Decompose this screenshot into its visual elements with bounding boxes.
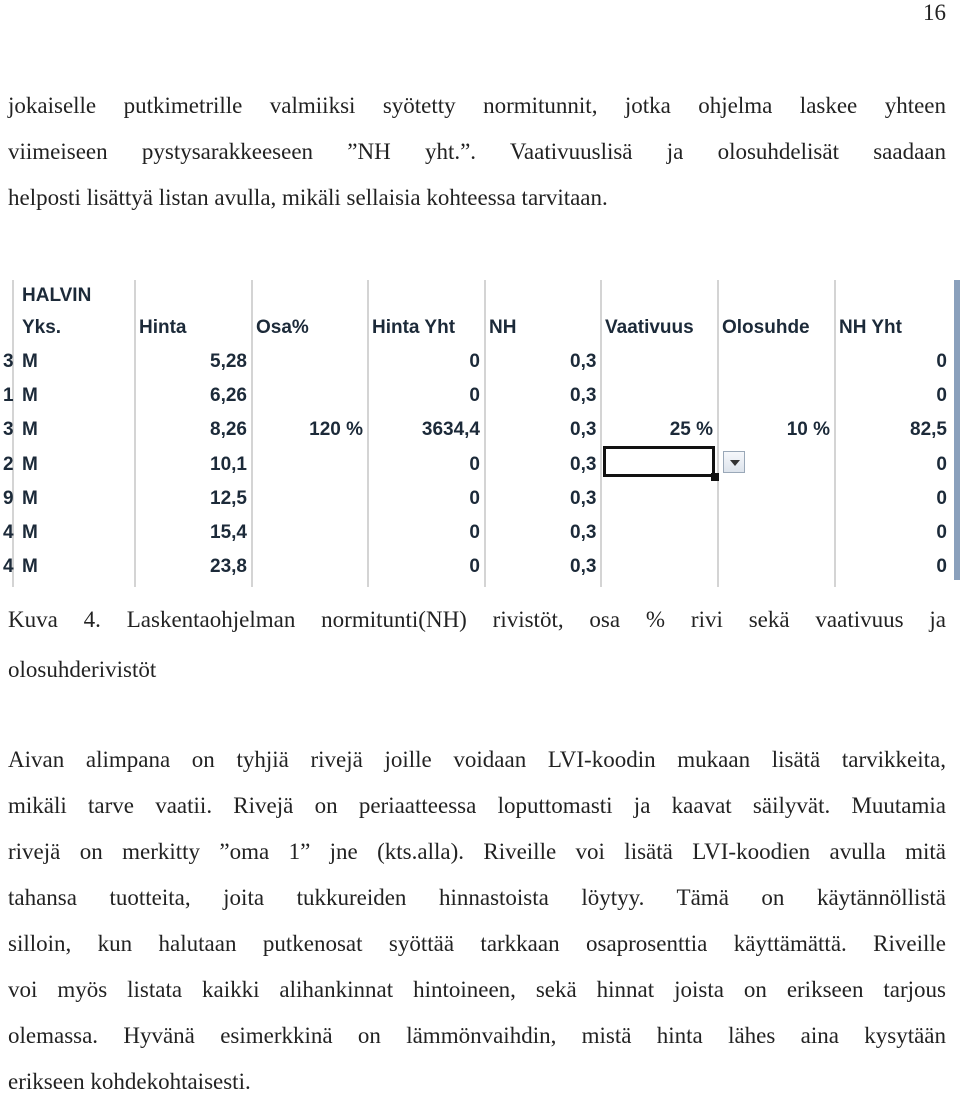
- table-cell[interactable]: 15,4: [210, 522, 247, 543]
- table-cell[interactable]: 10 %: [786, 419, 830, 441]
- table-cell[interactable]: 5,28: [210, 351, 247, 372]
- text-line: erikseen kohdekohtaisesti.: [8, 1069, 251, 1094]
- header-hinta-yht: Hinta Yht: [372, 317, 456, 338]
- row-stub: 4: [3, 522, 14, 543]
- text-line: helposti lisättyä listan avulla, mikäli sellaisia kohteessa tarvitaan.: [8, 185, 608, 210]
- text-line: mikäli tarve vaatii. Rivejä on periaatteessa loputtomasti ja kaavat säilyvät. Muutamia: [8, 793, 946, 818]
- row-stub: 3: [3, 351, 14, 372]
- row-stub: 2: [3, 453, 14, 475]
- body-paragraph: [8, 737, 946, 1105]
- table-cell[interactable]: 0,3: [570, 453, 597, 475]
- table-cell[interactable]: 0: [936, 385, 947, 407]
- text-line: viimeiseen pystysarakkeeseen ”NH yht.”. Vaativuuslisä ja olosuhdelisät saadaan: [8, 139, 946, 164]
- column-divider: [600, 280, 602, 587]
- table-cell[interactable]: 12,5: [210, 487, 247, 509]
- text-line: jokaiselle putkimetrille valmiiksi syötetty normitunnit, jotka ohjelma laskee yhteen: [8, 93, 946, 118]
- column-divider: [484, 280, 486, 587]
- table-cell[interactable]: M: [22, 556, 38, 578]
- table-cell[interactable]: M: [22, 453, 38, 475]
- table-cell[interactable]: 0: [936, 487, 947, 509]
- page-number: 16: [923, 0, 946, 25]
- caption-line: Kuva 4. Laskentaohjelman normitunti(NH) rivistöt, osa % rivi sekä vaativuus ja: [8, 607, 946, 632]
- selected-cell[interactable]: [603, 446, 715, 477]
- table-cell[interactable]: 0: [936, 556, 947, 578]
- table-cell[interactable]: 0: [469, 487, 480, 509]
- table-cell[interactable]: 0,3: [570, 385, 597, 407]
- table-cell[interactable]: 82,5: [910, 419, 947, 441]
- table-cell[interactable]: 0: [936, 351, 947, 372]
- sheet-title: HALVIN: [22, 285, 92, 306]
- dropdown-arrow-button[interactable]: [723, 451, 745, 473]
- row-stub: 3: [3, 419, 14, 441]
- table-cell[interactable]: 0: [936, 522, 947, 543]
- table-cell[interactable]: 8,26: [210, 419, 247, 441]
- spreadsheet-screenshot: [0, 280, 960, 587]
- header-vaativuus: Vaativuus: [605, 317, 694, 338]
- table-cell[interactable]: 120 %: [309, 419, 363, 441]
- table-cell[interactable]: 0,3: [570, 522, 597, 543]
- row-stub: 9: [3, 487, 14, 509]
- table-cell[interactable]: 0: [469, 385, 480, 407]
- header-nh: NH: [489, 317, 517, 338]
- text-line: silloin, kun halutaan putkenosat syöttää tarkkaan osaprosenttia käyttämättä. Riveille: [8, 931, 946, 956]
- text-line: rivejä on merkitty ”oma 1” jne (kts.alla). Riveille voi lisätä LVI-koodien avulla mitä: [8, 839, 946, 864]
- table-cell[interactable]: 3634,4: [421, 419, 480, 441]
- column-divider: [251, 280, 253, 587]
- header-osa: Osa%: [256, 317, 309, 338]
- figure-caption: [8, 595, 946, 695]
- table-cell[interactable]: M: [22, 385, 38, 407]
- table-cell[interactable]: M: [22, 419, 38, 441]
- table-cell[interactable]: 0,3: [570, 556, 597, 578]
- column-divider: [367, 280, 369, 587]
- table-cell[interactable]: 0: [469, 556, 480, 578]
- header-yks: Yks.: [22, 317, 62, 338]
- text-line: olemassa. Hyvänä esimerkkinä on lämmönvaihdin, mistä hinta lähes aina kysytään: [8, 1023, 946, 1048]
- column-divider: [717, 280, 719, 587]
- table-cell[interactable]: 6,26: [210, 385, 247, 407]
- table-cell[interactable]: 0,3: [570, 419, 597, 441]
- table-cell[interactable]: 0: [936, 453, 947, 475]
- table-cell[interactable]: 23,8: [210, 556, 247, 578]
- table-cell[interactable]: 10,1: [210, 453, 247, 475]
- table-cell[interactable]: 25 %: [669, 419, 713, 441]
- row-stub: 1: [3, 385, 14, 407]
- header-nh-yht: NH Yht: [839, 317, 902, 338]
- table-cell[interactable]: M: [22, 522, 38, 543]
- table-cell[interactable]: 0: [469, 522, 480, 543]
- header-hinta: Hinta: [139, 317, 187, 338]
- text-line: tahansa tuotteita, joita tukkureiden hinnastoista löytyy. Tämä on käytännöllistä: [8, 885, 946, 910]
- table-cell[interactable]: M: [22, 351, 38, 372]
- fill-handle[interactable]: [711, 473, 719, 481]
- row-stub: 4: [3, 556, 14, 578]
- table-cell[interactable]: 0,3: [570, 351, 597, 372]
- caption-line: olosuhderivistöt: [8, 657, 157, 682]
- header-olosuhde: Olosuhde: [722, 317, 810, 338]
- window-edge: [954, 280, 960, 580]
- column-divider: [834, 280, 836, 587]
- table-cell[interactable]: M: [22, 487, 38, 509]
- intro-paragraph: [8, 83, 946, 221]
- table-cell[interactable]: 0: [469, 453, 480, 475]
- table-cell[interactable]: 0: [469, 351, 480, 372]
- table-cell[interactable]: 0,3: [570, 487, 597, 509]
- column-divider: [134, 280, 136, 587]
- text-line: Aivan alimpana on tyhjiä rivejä joille voidaan LVI-koodin mukaan lisätä tarvikkeita,: [8, 747, 946, 772]
- text-line: voi myös listata kaikki alihankinnat hintoineen, sekä hinnat joista on erikseen tarjous: [8, 977, 946, 1002]
